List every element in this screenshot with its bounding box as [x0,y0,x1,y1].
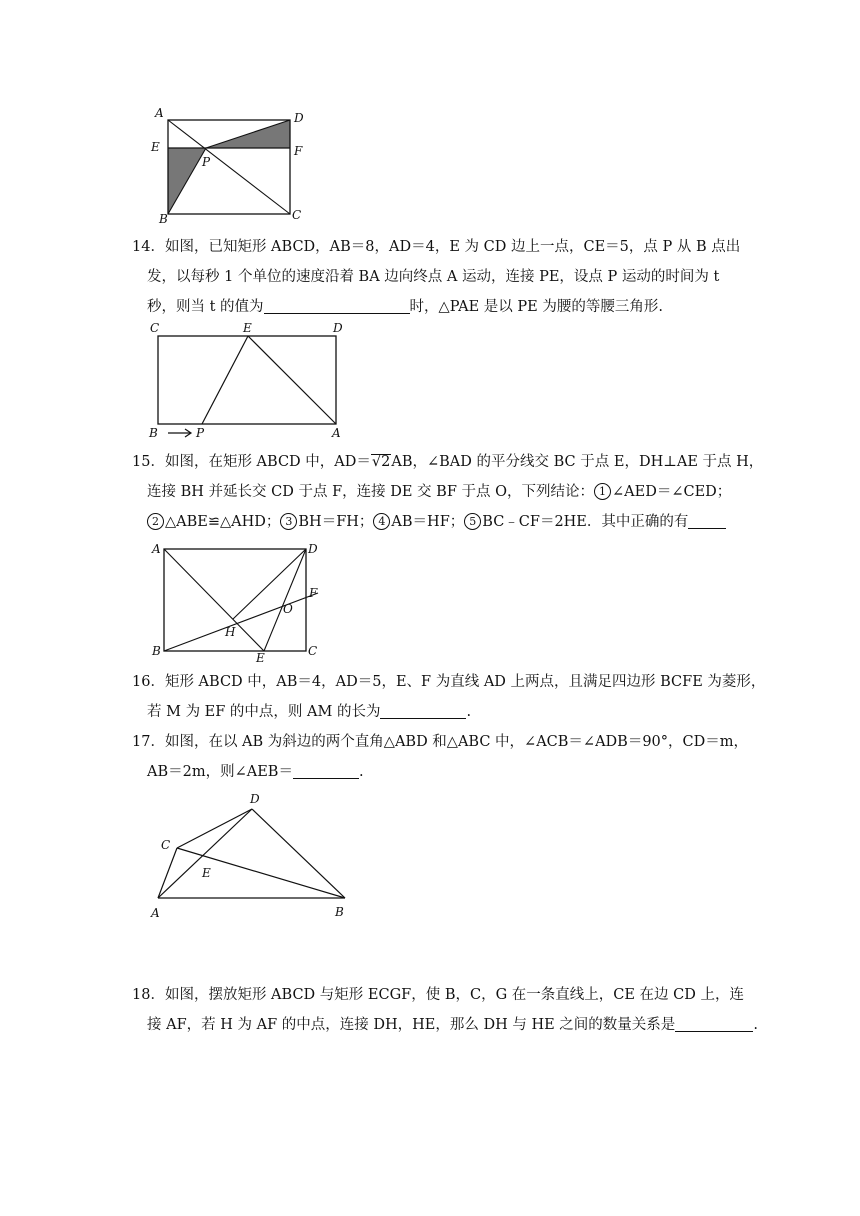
label-b: B [149,426,158,440]
question-15 [132,447,764,537]
q17-line-2a: AB＝2m，则∠AEB＝ [147,764,293,780]
conclusion-5: BC﹣CF＝2HE．其中正确的有 [482,514,689,530]
label-b: B [152,644,161,658]
answer-blank-15[interactable] [688,513,726,529]
circled-3: 3 [280,513,297,530]
label-c: C [308,644,318,658]
q14-line-1: 14．如图，已知矩形 ABCD，AB＝8，AD＝4，E 为 CD 边上一点，CE＝5，点 P 从 B 点出 [132,239,741,255]
label-d: D [333,321,343,335]
q15-line-2: 连接 BH 并延长交 CD 于点 F，连接 DE 交 BF 于点 O，下列结论： [147,484,594,500]
line-pe [202,336,248,424]
label-e: E [243,321,252,335]
label-a: A [332,426,341,440]
label-c: C [161,838,171,852]
conclusion-1: ∠AED＝∠CED； [612,484,732,500]
label-e: E [151,140,160,154]
label-b: B [335,905,344,919]
rect-cdab [158,336,336,424]
q15-line-1a: 15．如图，在矩形 ABCD 中，AD＝ [132,454,371,470]
segment-ac [158,848,177,898]
answer-blank-17[interactable] [293,763,359,779]
line-ea [248,336,336,424]
q16-line-2b: . [466,704,472,720]
label-d: D [294,111,304,125]
q14-line-2: 发，以每秒 1 个单位的速度沿着 BA 边向终点 A 运动，连接 PE，设点 P 运动的时间为 t [147,269,720,285]
label-b: B [159,212,168,226]
label-p: P [202,155,211,169]
conclusion-4: AB＝HF； [391,514,465,530]
figure-14-rectangle [140,318,360,443]
q18-line-1: 18．如图，摆放矩形 ABCD 与矩形 ECGF，使 B，C，G 在一条直线上，CE 在边 CD 上，连 [132,987,744,1003]
circled-4: 4 [373,513,390,530]
sqrt-symbol: √2 [371,454,391,470]
line-dh [233,549,306,619]
circled-2: 2 [147,513,164,530]
line-bf [164,593,318,651]
q14-line-3a: 秒，则当 t 的值为 [147,299,264,315]
q18-line-2a: 接 AF，若 H 为 AF 的中点，连接 DH，HE，那么 DH 与 HE 之间的数量关系是 [147,1017,676,1033]
conclusion-3: BH＝FH； [298,514,374,530]
label-a: A [151,906,160,920]
label-p: P [196,426,205,440]
label-d: D [250,792,260,806]
sqrt-arg: 2 [381,454,391,470]
q15-line-1b: AB，∠BAD 的平分线交 BC 于点 E，DH⊥AE 于点 H， [391,454,764,470]
circled-5: 5 [464,513,481,530]
label-e: E [202,866,211,880]
q18-line-2b: . [753,1017,758,1033]
question-16 [132,667,766,727]
segment-ad [158,809,252,898]
conclusion-2: △ABE≌△AHD； [165,514,281,530]
label-d: D [308,542,318,556]
question-14 [132,232,741,322]
label-a: A [155,106,164,120]
label-e: E [256,651,265,665]
answer-blank-18[interactable] [675,1016,753,1032]
label-a: A [152,542,161,556]
figure-17-triangles [140,785,370,925]
bisector-ae [164,549,264,651]
figure-13-rectangle [140,100,320,225]
question-17 [132,727,748,787]
q16-line-1: 16．矩形 ABCD 中，AB＝4，AD＝5，E、F 为直线 AD 上两点，且满足四边形 BCFE 为菱形， [132,674,766,690]
label-f: F [309,586,318,600]
label-c: C [292,208,302,222]
label-f: F [294,144,303,158]
question-18 [132,980,758,1040]
segment-cd [177,809,252,848]
q14-line-3b: 时，△PAE 是以 PE 为腰的等腰三角形. [409,299,663,315]
answer-blank-14[interactable] [264,298,410,314]
q16-line-2a: 若 M 为 EF 的中点，则 AM 的长为 [147,704,381,720]
label-o: O [283,602,293,616]
q17-line-1: 17．如图，在以 AB 为斜边的两个直角△ABD 和△ABC 中，∠ACB＝∠ADB＝90°，CD＝m， [132,734,748,750]
answer-blank-16[interactable] [380,703,466,719]
q17-line-2b: . [358,764,364,780]
label-h: H [225,625,236,639]
figure-15-rectangle [140,535,340,665]
label-c: C [150,321,160,335]
circled-1: 1 [594,483,611,500]
